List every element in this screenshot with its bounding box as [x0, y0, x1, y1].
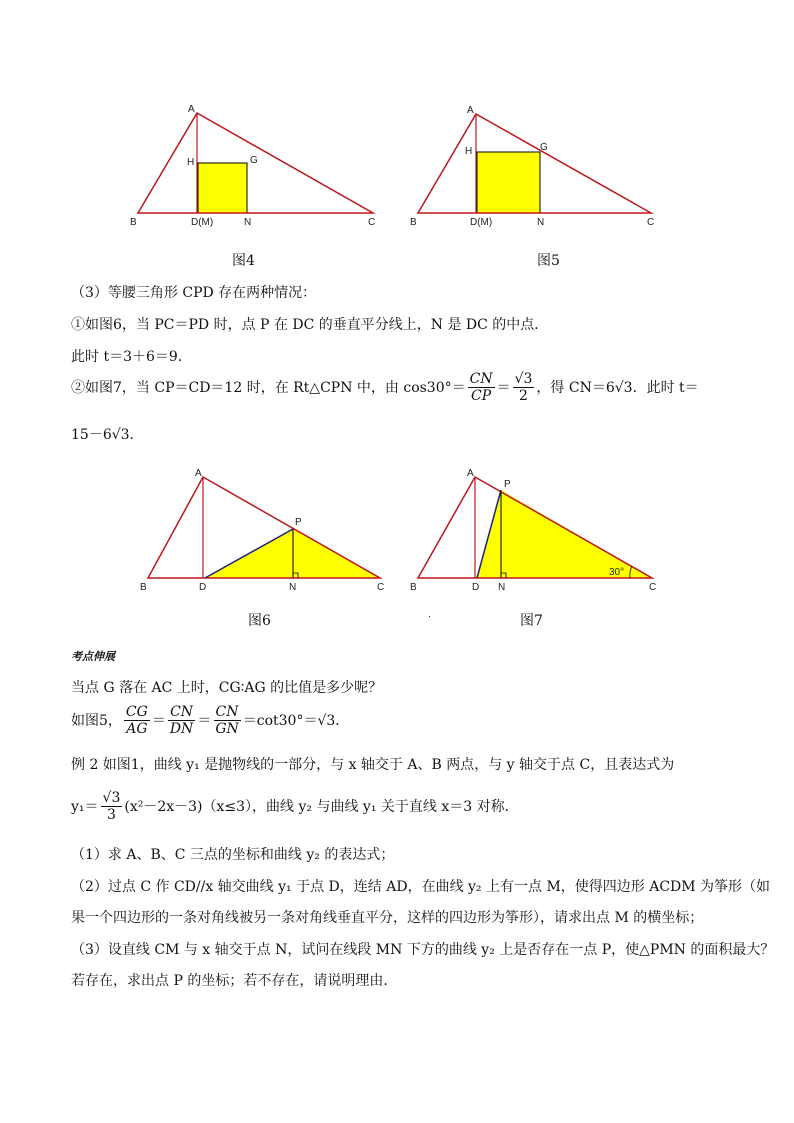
fraction-cn-cp [468, 371, 495, 404]
label-h: H [187, 157, 195, 168]
label-d: D(M) [470, 217, 493, 228]
frac-den: DN [169, 721, 194, 737]
frac-den: AG [126, 721, 148, 737]
section-heading-extension: 考点伸展 [71, 650, 115, 663]
frac-den: 2 [519, 388, 528, 404]
line-t-value: 15－6√3． [71, 427, 144, 443]
label-p: P [504, 479, 511, 490]
square-hgnd [198, 163, 247, 213]
stray-dot: . [428, 610, 431, 620]
caption-fig6: 图6 [248, 613, 271, 629]
frac-num: √3 [102, 790, 121, 806]
label-b: B [140, 582, 147, 593]
caption-fig4: 图4 [232, 253, 255, 269]
fraction-sqrt3-2 [513, 371, 535, 404]
line-example2: 例 2 如图1，曲线 y₁ 是抛物线的一部分，与 x 轴交于 A、B 两点，与 y 轴交于点 C，且表达式为 [71, 757, 675, 773]
frac-num: CN [170, 704, 194, 720]
frac-den: CP [471, 388, 492, 404]
label-c: C [649, 582, 657, 593]
fraction-cn-gn [213, 704, 240, 737]
fraction-cg-ag [124, 704, 150, 737]
label-b: B [410, 217, 417, 228]
equals: ＝ [197, 712, 212, 729]
line-question: 当点 G 落在 AC 上时，CG∶AG 的比值是多少呢？ [71, 680, 383, 696]
figure-7 [405, 465, 665, 595]
triangle-dpc-fill [477, 490, 652, 578]
figure-5 [405, 100, 665, 235]
label-b: B [410, 582, 417, 593]
label-d: D [199, 582, 207, 593]
caption-fig5: 图5 [537, 253, 560, 269]
label-c: C [377, 582, 385, 593]
equals: ＝ [151, 712, 166, 729]
frac-den: GN [215, 721, 239, 737]
line-expression [71, 790, 519, 823]
caption-fig7: 图7 [520, 613, 543, 629]
figure-6 [135, 465, 395, 595]
expr-y1: y₁＝ [71, 798, 99, 815]
line-case-a: ①如图6，当 PC＝PD 时，点 P 在 DC 的垂直平分线上，N 是 DC 的中点． [71, 317, 549, 333]
label-h: H [465, 146, 473, 157]
label-p: P [295, 517, 302, 528]
fraction-cn-dn [168, 704, 195, 737]
line-case-b [71, 371, 699, 404]
label-b: B [130, 217, 137, 228]
label-a: A [195, 468, 202, 479]
label-c: C [368, 217, 376, 228]
label-a: A [467, 468, 474, 479]
case-b-text1: ②如图7，当 CP＝CD＝12 时，在 Rt△CPN 中，由 cos30°＝ [71, 379, 466, 396]
label-g: G [250, 155, 258, 166]
line-q2a: （2）过点 C 作 CD//x 轴交曲线 y₁ 于点 D，连结 AD，在曲线 y₂ 上有一点 M，使得四边形 ACDM 为筝形（如 [71, 879, 771, 895]
line-q2b: 果一个四边形的一条对角线被另一条对角线垂直平分，这样的四边形为筝形），请求出点 M 的横坐标； [71, 910, 704, 926]
frac-num: CN [215, 704, 239, 720]
ratio-prefix: 如图5， [71, 712, 122, 729]
frac-num: CN [469, 371, 493, 387]
frac-num: CG [125, 704, 148, 720]
equals: ＝ [496, 379, 511, 396]
label-a: A [188, 104, 195, 115]
line-t9: 此时 t＝3＋6＝9． [71, 349, 192, 365]
line-case3: （3）等腰三角形 CPD 存在两种情况： [71, 285, 317, 301]
label-angle-30: 30° [609, 567, 625, 578]
frac-den: 3 [106, 807, 116, 823]
label-n: N [498, 582, 506, 593]
label-n: N [244, 217, 252, 228]
label-n: N [289, 582, 297, 593]
line-q1: （1）求 A、B、C 三点的坐标和曲线 y₂ 的表达式； [71, 847, 395, 863]
label-g: G [540, 142, 548, 153]
figure-4 [125, 100, 385, 235]
line-ratio [71, 704, 349, 737]
square-hgnd [477, 152, 540, 213]
label-d: D(M) [191, 217, 214, 228]
label-d: D [472, 582, 480, 593]
line-q3b: 若存在，求出点 P 的坐标；若不存在，请说明理由． [71, 973, 398, 989]
frac-num: √3 [514, 371, 533, 387]
case-b-text2: ，得 CN＝6√3．此时 t＝ [536, 379, 699, 396]
line-q3a: （3）设直线 CM 与 x 轴交于点 N，试问在线段 MN 下方的曲线 y₂ 上是否存在一点 P，使△PMN 的面积最大？ [71, 942, 775, 958]
label-a: A [467, 105, 474, 116]
expr-rest: (x²－2x－3)（x≤3），曲线 y₂ 与曲线 y₁ 关于直线 x＝3 对称． [124, 798, 519, 815]
label-c: C [647, 217, 655, 228]
fraction-sqrt3-3 [101, 790, 123, 823]
label-n: N [537, 217, 545, 228]
ratio-result: ＝cot30°＝√3． [242, 712, 350, 729]
